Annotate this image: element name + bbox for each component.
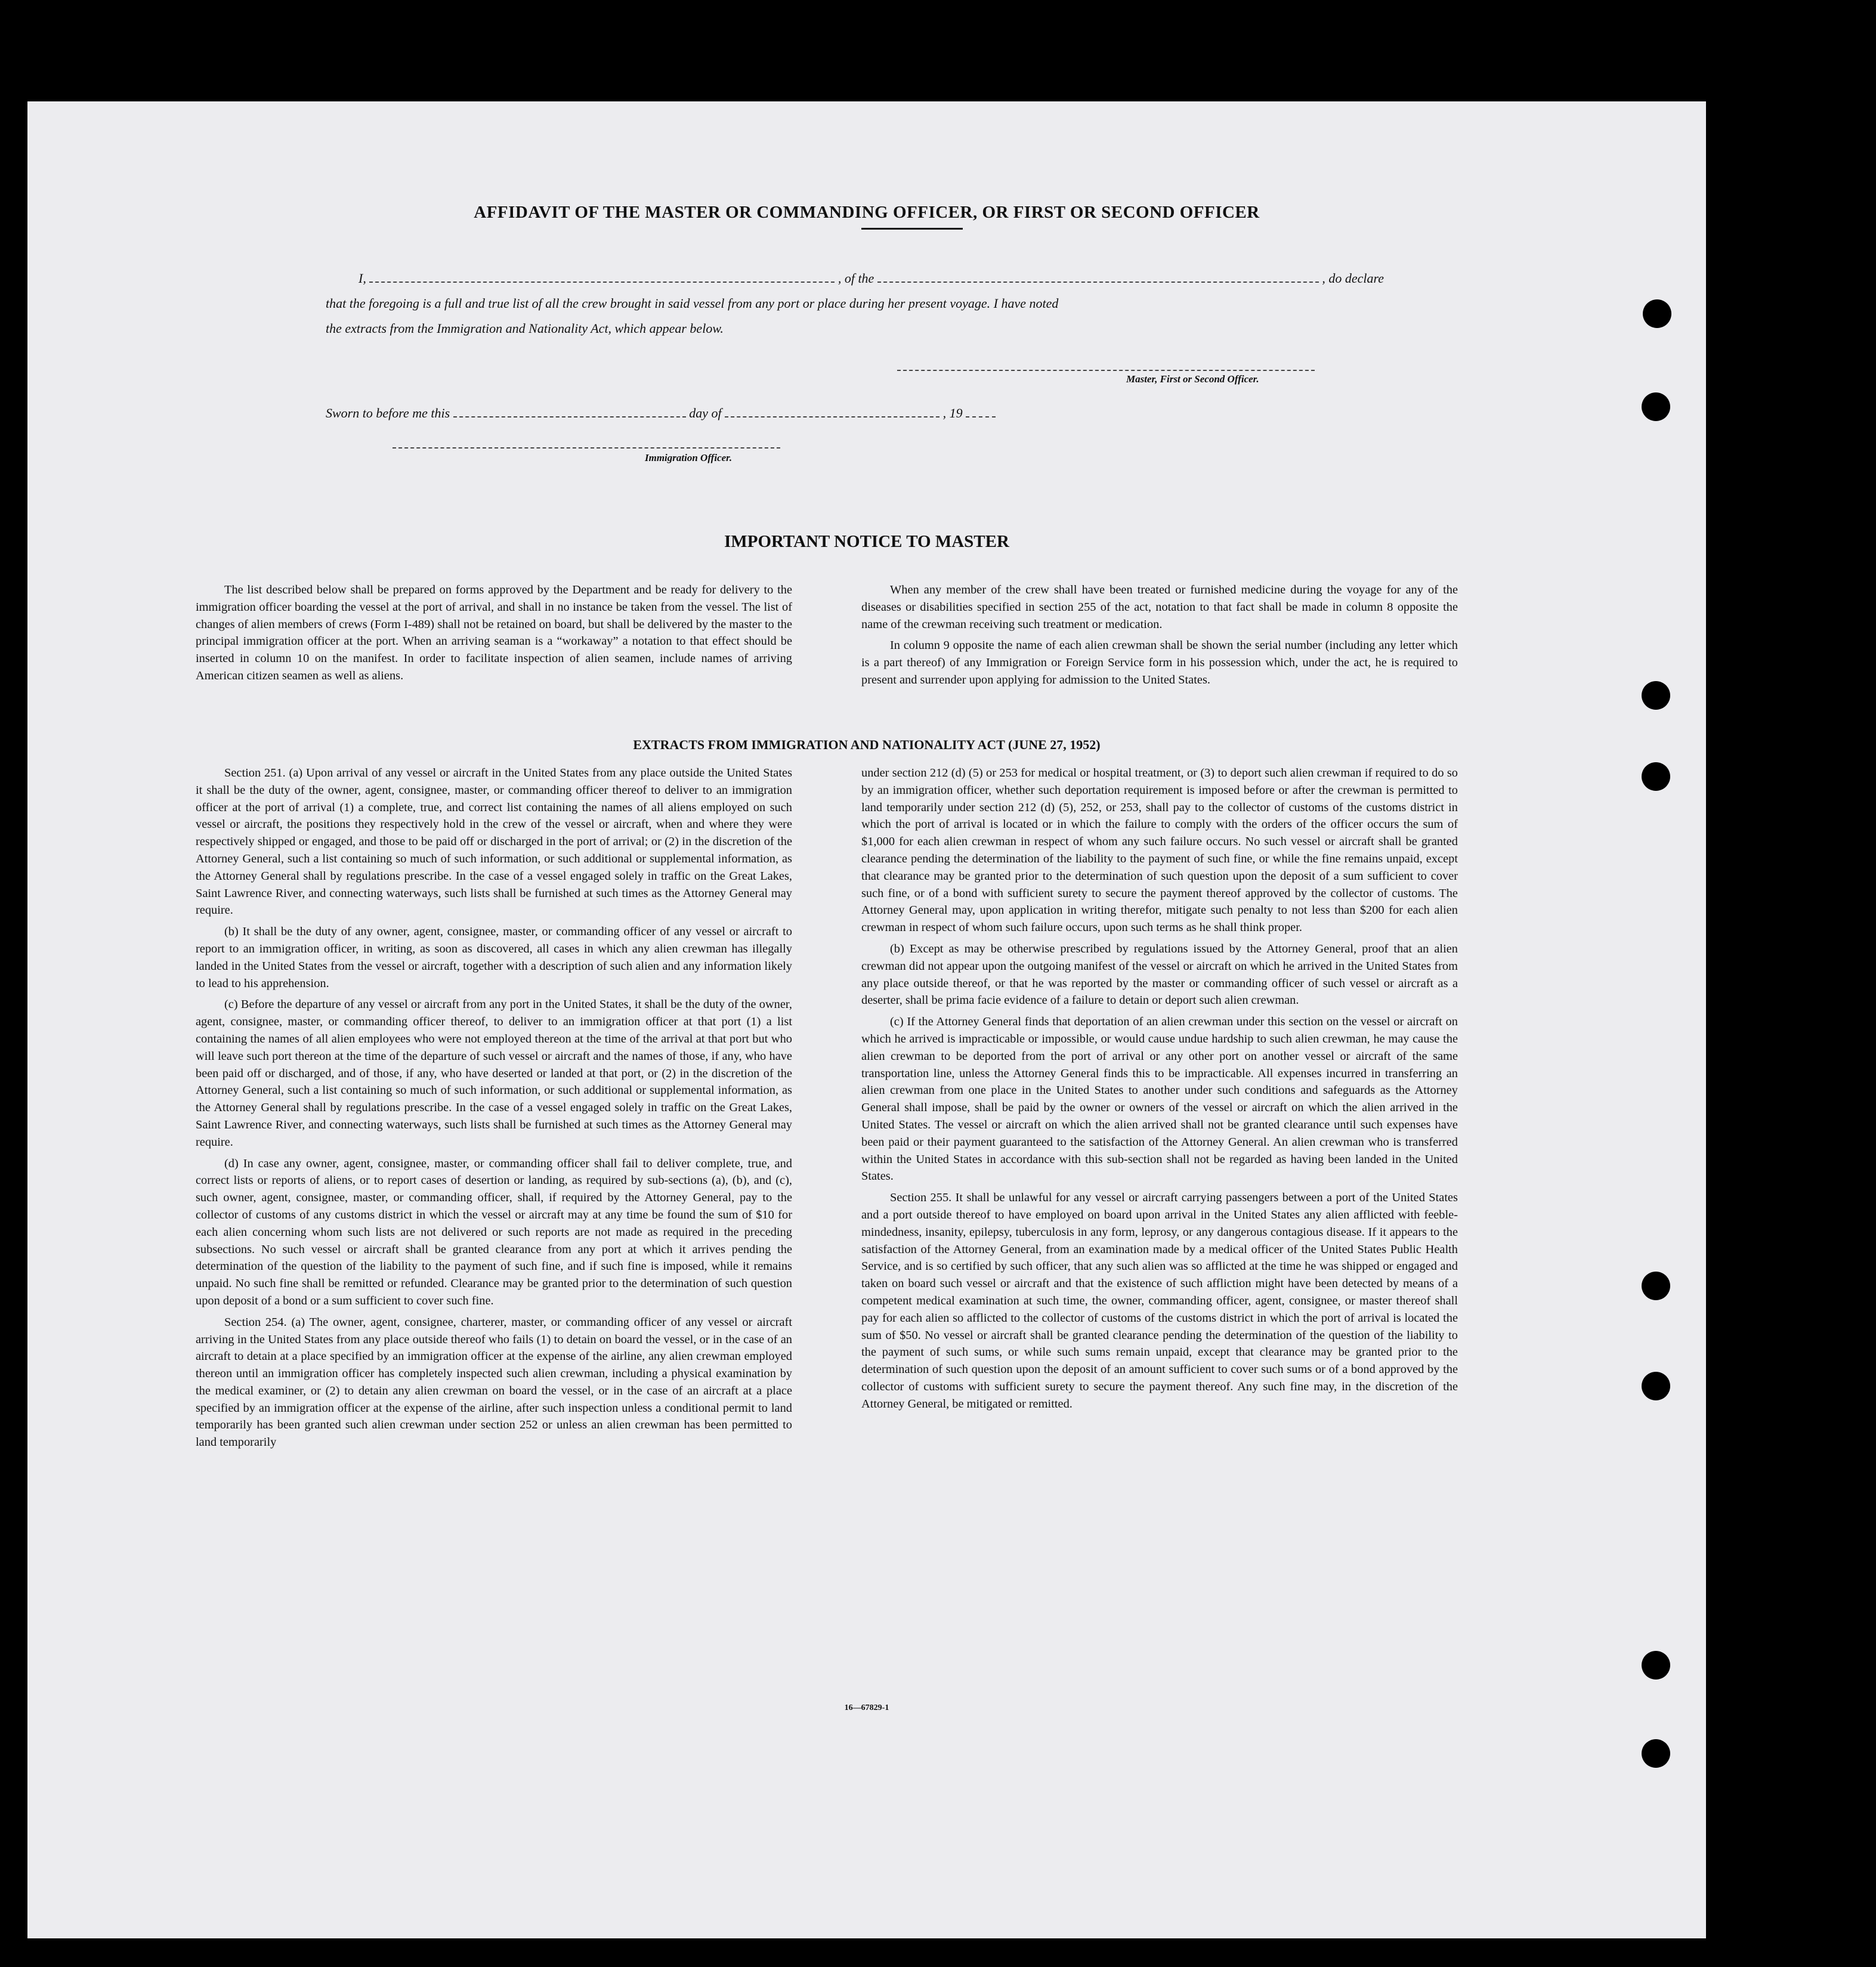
punch-hole	[1642, 1372, 1670, 1400]
immigration-officer-signature-line[interactable]	[392, 447, 780, 449]
declaration-text-line: the extracts from the Immigration and Nationality Act, which appear below.	[326, 321, 724, 336]
notice-right-column	[861, 582, 1458, 693]
sworn-day-field[interactable]	[453, 408, 686, 417]
statute-paragraph: (b) Except as may be otherwise prescribed by regulations issued by the Attorney General, proof that an alien crewman did not appear upon the outgoing manifest of the vessel or aircraft on which he arrived in the United States from any place outside thereof, or that he was reported by the master or commanding officer of such vessel or aircraft as a deserter, shall be prima facie evidence of a failure to detain or deport such alien crewman.	[861, 942, 1458, 1007]
notice-title: IMPORTANT NOTICE TO MASTER	[724, 532, 1009, 551]
statute-paragraph: Section 251. (a) Upon arrival of any vessel or aircraft in the United States from any place outside the United States it shall be the duty of the owner, agent, consignee, master, or commanding officer thereof to deliver to an immigration officer at the port of arrival (1) a complete, true, and correct list containing the names of all aliens employed on such vessel or aircraft, the positions they respectively hold in the crew of the vessel or aircraft, when and where they were respectively shipped or engaged, and those to be paid off or discharged in the port of arrival; or (2) in the discretion of the Attorney General, such a list containing so much of such information, or such additional or supplemental information, as the Attorney General shall by regulations prescribe. In the case of a vessel engaged solely in traffic on the Great Lakes, Saint Lawrence River, and connecting waterways, such lists shall be furnished at such times as the Attorney General may require.	[196, 766, 792, 917]
statute-paragraph: (d) In case any owner, agent, consignee, master, or commanding officer shall fail to deliver complete, true, and correct lists or reports of aliens, or to report cases of desertion or landing, as required by sub-sections (a), (b), and (c), such owner, agent, consignee, master, or commanding officer, shall, if required by the Attorney General, pay to the collector of customs of any customs district in which the vessel or aircraft may at any time be found the sum of $10 for each alien concerning whom such lists are not delivered or such reports are not made as required in the preceding subsections. No such vessel or aircraft shall be granted clearance from any port at which it arrives pending the determination of the question of the liability to the payment of such fine, and if such fine is imposed, while it remains unpaid. No such fine shall be remitted or refunded. Clearance may be granted prior to the determination of such question upon deposit of a bond or a sum sufficient to cover such fine.	[196, 1156, 792, 1307]
punch-hole	[1643, 299, 1671, 328]
extracts-title: EXTRACTS FROM IMMIGRATION AND NATIONALITY ACT (JUNE 27, 1952)	[633, 737, 1101, 752]
statute-paragraph: (c) Before the departure of any vessel or aircraft from any port in the United States, it shall be the duty of the owner, agent, consignee, master, or commanding officer thereof, to deliver to an immigration officer at that port (1) a list containing the names of all alien employees who were not employed thereon at the time of the arrival at that port but who will leave such port thereon at the time of the departure of such vessel or aircraft and the names of those, if any, who have been paid off or discharged, and of those, if any, who have deserted or landed at that port, or (2) in the discretion of the Attorney General, such a list containing so much of such information, or such additional or supplemental information, as the Attorney General shall by regulations prescribe. In the case of a vessel engaged solely in traffic on the Great Lakes, Saint Lawrence River, and connecting waterways, such lists shall be furnished at such times as the Attorney General may require.	[196, 998, 792, 1149]
statute-paragraph: (b) It shall be the duty of any owner, agent, consignee, master, or commanding officer of any vessel or aircraft to report to an immigration officer, in writing, as soon as discovered, all cases in which any alien crewman has illegally landed in the United States from the vessel or aircraft, together with a description of such alien and any information likely to lead to his apprehension.	[196, 925, 792, 990]
notice-paragraph: When any member of the crew shall have been treated or furnished medicine during the voyage for any of the diseases or disabilities specified in section 255 of the act, notation to that fact shall be made in column 8 opposite the name of the crewman receiving such treatment or medication.	[861, 583, 1458, 631]
statute-paragraph: under section 212 (d) (5) or 253 for medical or hospital treatment, or (3) to deport such alien crewman if required to do so by an immigration officer, whether such deportation requirement is imposed before or after the crewman is permitted to land temporarily under section 212 (d) (5), 252, or 253, shall pay to the collector of customs of the customs district in which the port of arrival is located or in which the failure to comply with the orders of the officer occurs the sum of $1,000 for each alien crewman in respect of whom any such failure occurs. No such vessel or aircraft shall be granted clearance pending the determination of the liability to the payment of such fine, or while the fine remains unpaid, except that clearance may be granted prior to the determination of such question upon the deposit of a sum sufficient to cover such fine, or of a bond with sufficient surety to secure the payment thereof approved by the collector of customs. The Attorney General may, upon application in writing therefor, mitigate such penalty to not less than $200 for each alien crewman in respect of whom such failure occurs, upon such terms as he shall think proper.	[861, 766, 1458, 935]
sworn-line	[326, 406, 996, 421]
master-signature-line[interactable]	[897, 370, 1315, 371]
sworn-label: Sworn to before me this	[326, 406, 450, 420]
statute-paragraph: (c) If the Attorney General finds that deportation of an alien crewman under this section on the vessel or aircraft on which he arrived is impracticable or impossible, or would cause undue hardship to such alien crewman, he may cause the alien crewman to be deported from the port of arrival or any other port on another vessel or aircraft of the same transportation line, unless the Attorney General finds this to be impracticable. All expenses incurred in transferring an alien crewman from one place in the United States to another under such conditions and safeguards as the Attorney General shall impose, shall be paid by the owner or owners of the vessel or aircraft on which the alien arrived in the United States. The vessel or aircraft on which the alien arrived shall not be granted clearance until such expenses have been paid or their payment guaranteed to the satisfaction of the Attorney General. An alien crewman who is transferred within the United States in accordance with this sub-section shall not be regarded as having been landed in the United States.	[861, 1015, 1458, 1183]
sworn-month-field[interactable]	[725, 408, 939, 417]
punch-hole	[1642, 1272, 1670, 1300]
master-signature-label: Master, First or Second Officer.	[1126, 373, 1259, 385]
punch-hole	[1642, 762, 1670, 791]
year-label: , 19	[942, 406, 963, 420]
punch-hole	[1642, 392, 1670, 421]
notice-paragraph: In column 9 opposite the name of each alien crewman shall be shown the serial number (including any letter which is a part thereof) of any Immigration or Foreign Service form in his possession which, under the act, he is required to present and surrender upon applying for admission to the United States.	[861, 639, 1458, 686]
vessel-field[interactable]	[877, 273, 1319, 283]
immigration-officer-label: Immigration Officer.	[645, 452, 733, 463]
statute-paragraph: Section 255. It shall be unlawful for any vessel or aircraft carrying passengers between a port of the United States and a port outside thereof to have employed on board upon arrival in the United States any alien afflicted with feeble-mindedness, insanity, epilepsy, tuberculosis in any form, leprosy, or any dangerous contagious disease. If it appears to the satisfaction of the Attorney General, from an examination made by a medical officer of the United States Public Health Service, and is so certified by such officer, that any such alien was so afflicted at the time he was shipped or engaged and taken on board such vessel or aircraft and that the existence of such affliction might have been detected by means of a competent medical examination at such time, the owner, commanding officer, agent, consignee, or master thereof shall pay for each alien so afflicted to the collector of customs of the customs district in which the port of arrival is located the sum of $50. No vessel or aircraft shall be granted clearance pending the determination of the question of the liability to the payment of such sums, or while such sums remain unpaid, except that clearance may be granted prior to the determination of such question upon the deposit of an amount sufficient to cover such sums or of a bond approved by the collector of customs with sufficient surety to secure the payment thereof. Any such fine may, in the discretion of the Attorney General, be mitigated or remitted.	[861, 1191, 1458, 1411]
declaration-line	[358, 271, 1384, 286]
punch-hole	[1642, 681, 1670, 710]
declaration-i-label: I,	[358, 271, 366, 286]
declaration-of-the-label: , of the	[837, 271, 874, 286]
form-number: 16—67829-1	[844, 1703, 889, 1712]
extracts-right-column	[861, 765, 1458, 1417]
document-page	[27, 101, 1706, 1938]
punch-hole	[1642, 1739, 1670, 1768]
punch-hole	[1642, 1651, 1670, 1680]
statute-paragraph: Section 254. (a) The owner, agent, consignee, charterer, master, or commanding officer of any vessel or aircraft arriving in the United States from any place outside thereof who fails (1) to detain on board the vessel, or in the case of an aircraft to detain at a place specified by an immigration officer at the expense of the airline, any alien crewman employed thereon until an immigration officer has completely inspected such alien crewman, including a physical examination by the medical examiner, or (2) to detain any alien crewman on board the vessel, or in the case of an aircraft at a place specified by an immigration officer at the expense of the airline, after such inspection unless a conditional permit to land temporarily has been granted such alien crewman under section 252 or unless an alien crewman has been permitted to land temporarily	[196, 1315, 792, 1449]
sworn-year-field[interactable]	[966, 408, 996, 417]
notice-paragraph: The list described below shall be prepared on forms approved by the Department and be ready for delivery to the immigration officer boarding the vessel at the port of arrival, and shall in no instance be taken from the vessel. The list of changes of alien members of crews (Form I-489) shall not be retained on board, but shall be delivered by the master to the principal immigration officer at the port. When an arriving seaman is a “workaway” a notation to that effect should be inserted in column 10 on the manifest. In order to facilitate inspection of alien seamen, include names of arriving American citizen seamen as well as aliens.	[196, 583, 792, 682]
day-of-label: day of	[689, 406, 722, 420]
title-underline	[861, 228, 963, 230]
notice-left-column	[196, 582, 792, 689]
declaration-text-line: that the foregoing is a full and true list of all the crew brought in said vessel from any port or place during her present voyage. I have noted	[326, 296, 1059, 311]
declaration-declare-label: , do declare	[1322, 271, 1384, 286]
name-field[interactable]	[369, 273, 835, 283]
extracts-left-column	[196, 765, 792, 1455]
affidavit-title: AFFIDAVIT OF THE MASTER OR COMMANDING OFFICER, OR FIRST OR SECOND OFFICER	[474, 203, 1260, 222]
